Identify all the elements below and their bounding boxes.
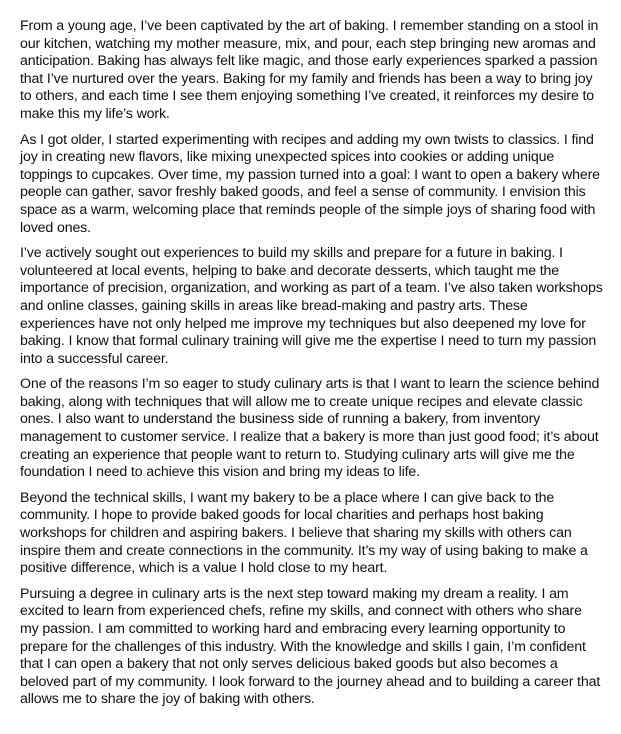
paragraph-3: I’ve actively sought out experiences to build my skills and prepare for a future in baking. I volunteered at local events, helping to bake and decorate desserts, which taught me the importance of precision, organization, and working as part of a team. I’ve also taken workshops and online classes, gaining skills in areas like bread-making and pastry arts. These experiences have not only helped me improve my techniques but also deepened my love for baking. I know that formal culinary training will give me the expertise I need to turn my passion into a successful career. xyxy=(20,245,603,367)
paragraph-2: As I got older, I started experimenting with recipes and adding my own twists to classics. I find joy in creating new flavors, like mixing unexpected spices into cookies or adding unique toppings to cupcakes. Over time, my passion turned into a goal: I want to open a bakery where people can gather, savor freshly baked goods, and feel a sense of community. I envision this space as a warm, welcoming place that reminds people of the simple joys of sharing food with loved ones. xyxy=(20,131,600,236)
paragraph-1: From a young age, I’ve been captivated by the art of baking. I remember standing on a stool in our kitchen, watching my mother measure, mix, and pour, each step bringing new aromas and anticipation. Baking has always felt like magic, and those early experiences sparked a passion that I’ve nurtured over the years. Baking for my family and friends has been a way to bring joy to others, and each time I see them enjoying something I’ve created, it reinforces my desire to make this my life’s work. xyxy=(20,18,599,122)
paragraph-4: One of the reasons I’m so eager to study culinary arts is that I want to learn the science behind baking, along with techniques that will allow me to create unique recipes and elevate classic ones. I also want to understand the business side of running a bakery, from inventory management to customer service. I realize that a bakery is more than just good food; it’s about creating an experience that people want to return to. Studying culinary arts will give me the foundation I need to achieve this vision and bring my ideas to life. xyxy=(20,376,600,481)
paragraph-5: Beyond the technical skills, I want my bakery to be a place where I can give back to the community. I hope to provide baked goods for local charities and perhaps host baking workshops for children and aspiring bakers. I believe that sharing my skills with others can inspire them and create connections in the community. It’s my way of using baking to make a positive difference, which is a value I hold close to my heart. xyxy=(20,489,588,577)
paragraph-6: Pursuing a degree in culinary arts is the next step toward making my dream a reality. I am excited to learn from experienced chefs, refine my skills, and connect with others who share my passion. I am committed to working hard and embracing every learning opportunity to prepare for the challenges of this industry. With the knowledge and skills I gain, I’m confident that I can open a bakery that not only serves delicious baked goods but also becomes a beloved part of my community. I look forward to the journey ahead and to building a career that allows me to share the joy of baking with others. xyxy=(20,585,601,708)
